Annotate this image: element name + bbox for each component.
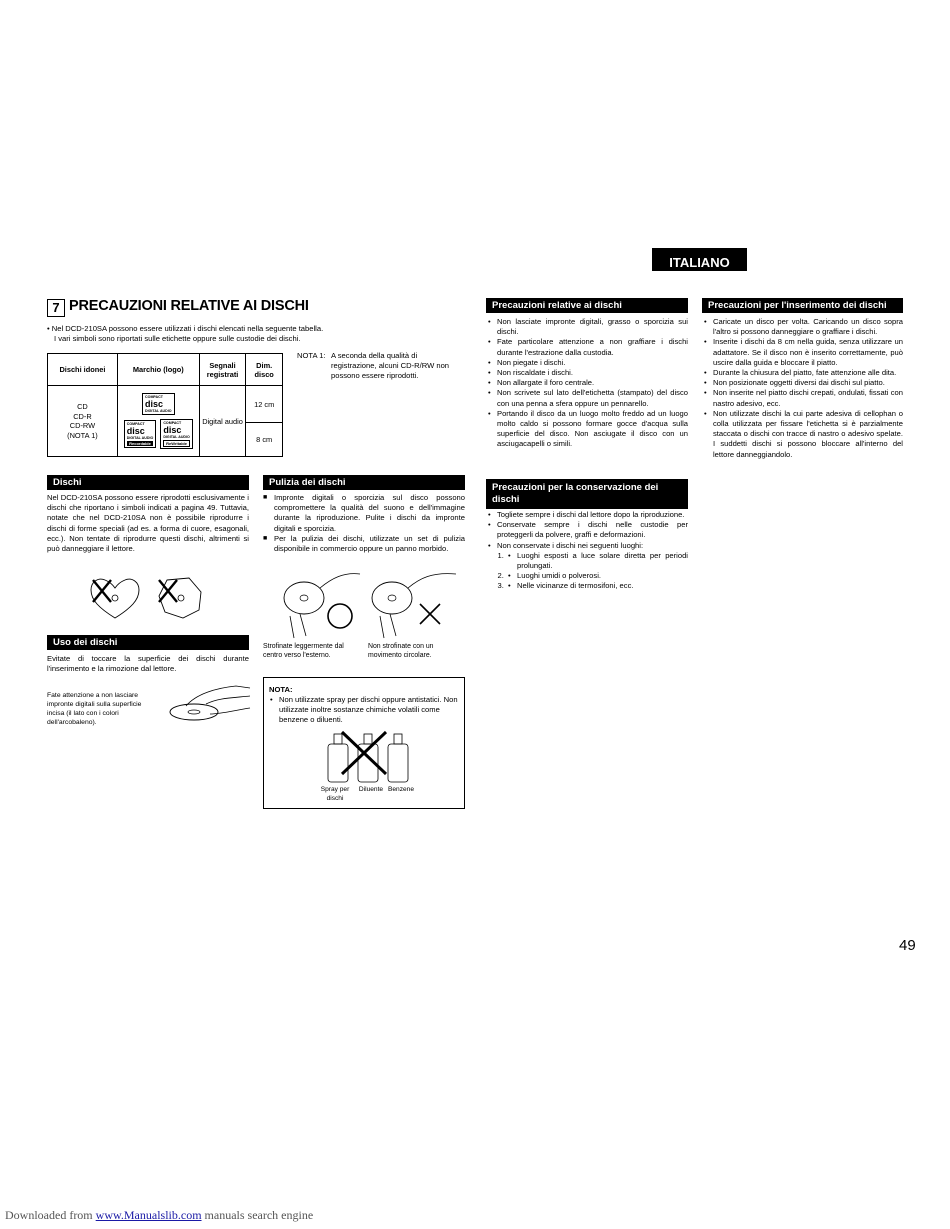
header-dim: Dim. disco [246,354,283,386]
pulizia-item: ■ Impronte digitali o sporcizia sul disco possono compromettere la qualità del suono e dell'immagine durante la riproduzione. Pulite i dischi da impronte digitali e sporcizia. [263,493,465,534]
dischi-text: Nel DCD-210SA possono essere riprodotti esclusivamente i dischi che riportano i simboli indicati a pagina 49. Tuttavia, notate che nel DCD-210SA non è possibile riprodurre i dischi di forme speciali (ad es. a forma di cuore, esagonali, ecc.). Non tentate di riprodurre questi dischi, altrimenti si può danneggiare il lettore. [47,493,249,554]
footer-suffix: manuals search engine [204,1208,314,1222]
uso-text: Evitate di toccare la superficie dei dischi durante l'inserimento e la rimozione dal lettore. [47,654,249,674]
label-diluente: Diluente [358,786,384,793]
cleaning-caption-ok: Strofinate leggermente dal centro verso l'esterno. [263,643,344,659]
section-title: PRECAUZIONI RELATIVE AI DISCHI [69,298,309,314]
precauzioni-dischi-item: • Non allargate il foro centrale. [486,378,688,388]
disc-types-cell [48,386,118,457]
nota-1-text: A seconda della qualità di registrazione, alcuni CD-R/RW non possono essere riprodotti. [331,351,450,381]
inserimento-item: • Non utilizzate dischi la cui parte adesiva di cellophan o colla utilizzata per fissare l'etichetta si è parzialmente staccata o dischi con tracce di nastro o adesivo spelate. I suddetti dischi si possono bloccare all'interno del lettore danneggiandolo. [702,409,903,460]
download-footer [5,1208,313,1223]
pulizia-title: Pulizia dei dischi [263,475,465,490]
inserimento-list [702,317,903,460]
uso-caption: Fate attenzione a non lasciare impronte digitali sulla superficie incisa (il lato con i colori dell'arcobaleno). [47,692,142,726]
disc-table [47,353,283,457]
conservazione-place: • 1. Luoghi esposti a luce solare diretta per periodi prolungati. [506,551,688,571]
nota-box [263,677,465,809]
special-shape-discs-illustration [85,574,210,622]
intro-line-1: • Nel DCD-210SA possono essere utilizzati i dischi elencati nella seguente tabella. [47,324,324,333]
size-12cm: 12 cm [246,386,283,423]
precauzioni-dischi-item: • Non scrivete sul lato dell'etichetta (stampato) del disco con una penna a sfera oppure un pennarello. [486,388,688,408]
compact-disc-logo: COMPACT disc DIGITAL AUDIO [142,393,175,415]
precauzioni-dischi-item: • Non piegate i dischi. [486,358,688,368]
disc-type: CD [77,402,88,411]
precauzioni-dischi-list [486,317,688,450]
nota-box-title: NOTA: [269,685,293,694]
nota-box-list [268,695,462,726]
section-number: 7 [47,299,65,317]
header-marchio: Marchio (logo) [117,354,199,386]
pulizia-item: ■ Per la pulizia dei dischi, utilizzate un set di pulizia disponibile in commercio oppure un panno morbido. [263,534,465,554]
footer-prefix: Downloaded from [5,1208,93,1222]
uso-title: Uso dei dischi [47,635,249,650]
conservazione-title: Precauzioni per la conservazione dei dischi [486,479,688,509]
incorrect-cleaning-icon [372,574,456,638]
correct-cleaning-icon [284,574,360,638]
conservazione-item: • Non conservate i dischi nei seguenti luoghi: • 1. Luoghi esposti a luce solare diretta per periodi prolungati. • 2. Luoghi umidi o polverosi. • 3. Nelle vicinanze di termosifoni, ecc. [486,541,688,592]
dischi-title: Dischi [47,475,249,490]
nota-box-item: • Non utilizzate spray per dischi oppure antistatici. Non utilizzate inoltre sostanze chimiche volatili come benzene o diluenti. [268,695,462,726]
cleaning-caption-no: Non strofinate con un movimento circolare. [368,643,434,659]
page-number: 49 [899,937,916,954]
conservazione-places [486,551,688,592]
chemicals-crossed-illustration [324,730,414,786]
precauzioni-dischi-item: • Portando il disco da un luogo molto freddo ad un luogo molto caldo si possono formare gocce d'acqua sulla superficie del disco. Non asciugate il disco con un asciugacapelli o simili. [486,409,688,450]
language-tab: ITALIANO [652,248,747,271]
inserimento-item: • Caricate un disco per volta. Caricando un disco sopra l'altro si possono danneggiare o graffiare i dischi. [702,317,903,337]
pulizia-list [263,493,465,554]
header-dischi: Dischi idonei [48,354,118,386]
conservazione-item: • Conservate sempre i dischi nelle custodie per proteggerli da polvere, graffi e deformazioni. [486,520,688,540]
conservazione-item: • Togliete sempre i dischi dal lettore dopo la riproduzione. [486,510,688,520]
label-spray: Spray per dischi [320,786,350,802]
precauzioni-dischi-title: Precauzioni relative ai dischi [486,298,688,313]
nota-1 [297,351,457,382]
signals-cell: Digital audio [199,386,246,457]
conservazione-place: • 2. Luoghi umidi o polverosi. [506,571,688,581]
cd-rewritable-logo: COMPACT disc DIGITAL AUDIO ReWritable [160,419,193,449]
header-segnali: Segnali registrati [199,354,246,386]
inserimento-item: • Non inserite nel piatto dischi crepati, ondulati, fissati con nastro adesivo, ecc. [702,388,903,408]
size-8cm: 8 cm [246,423,283,457]
precauzioni-dischi-item: • Non lasciate impronte digitali, grasso o sporcizia sui dischi. [486,317,688,337]
inserimento-item: • Non posizionate oggetti diversi dai dischi sul piatto. [702,378,903,388]
manualslib-link[interactable]: www.Manualslib.com [95,1208,202,1222]
spray-bottle-icon [328,734,348,782]
label-benzene: Benzene [387,786,415,793]
conservazione-place: • 3. Nelle vicinanze di termosifoni, ecc. [506,581,688,591]
intro-line-2: I vari simboli sono riportati sulle etichette oppure sulle custodie dei dischi. [54,334,301,344]
inserimento-title: Precauzioni per l'inserimento dei dischi [702,298,903,313]
hexagon-disc-icon [159,578,201,618]
disc-type: (NOTA 1) [67,430,98,440]
inserimento-item: • Durante la chiusura del piatto, fate attenzione alle dita. [702,368,903,378]
disc-type: CD-R [73,411,92,421]
benzene-bottle-icon [388,734,408,782]
nota-1-label: NOTA 1: [297,351,326,360]
heart-disc-icon [91,579,139,618]
section-intro [47,324,347,344]
conservazione-list [486,510,688,592]
cleaning-illustration [280,568,460,640]
precauzioni-dischi-item: • Fate particolare attenzione a non graffiare i dischi durante l'estrazione dalla custodia. [486,337,688,357]
logo-cell [117,386,199,457]
inserimento-item: • Inserite i dischi da 8 cm nella guida, senza utilizzare un adattatore. Se il disco non è inserito correttamente, può uscire dalla guida e bloccare il piatto. [702,337,903,368]
cd-recordable-logo: COMPACT disc DIGITAL AUDIO Recordable [124,420,157,448]
precauzioni-dischi-item: • Non riscaldate i dischi. [486,368,688,378]
hand-holding-disc-illustration [166,684,252,726]
disc-type: CD-RW [69,421,96,430]
